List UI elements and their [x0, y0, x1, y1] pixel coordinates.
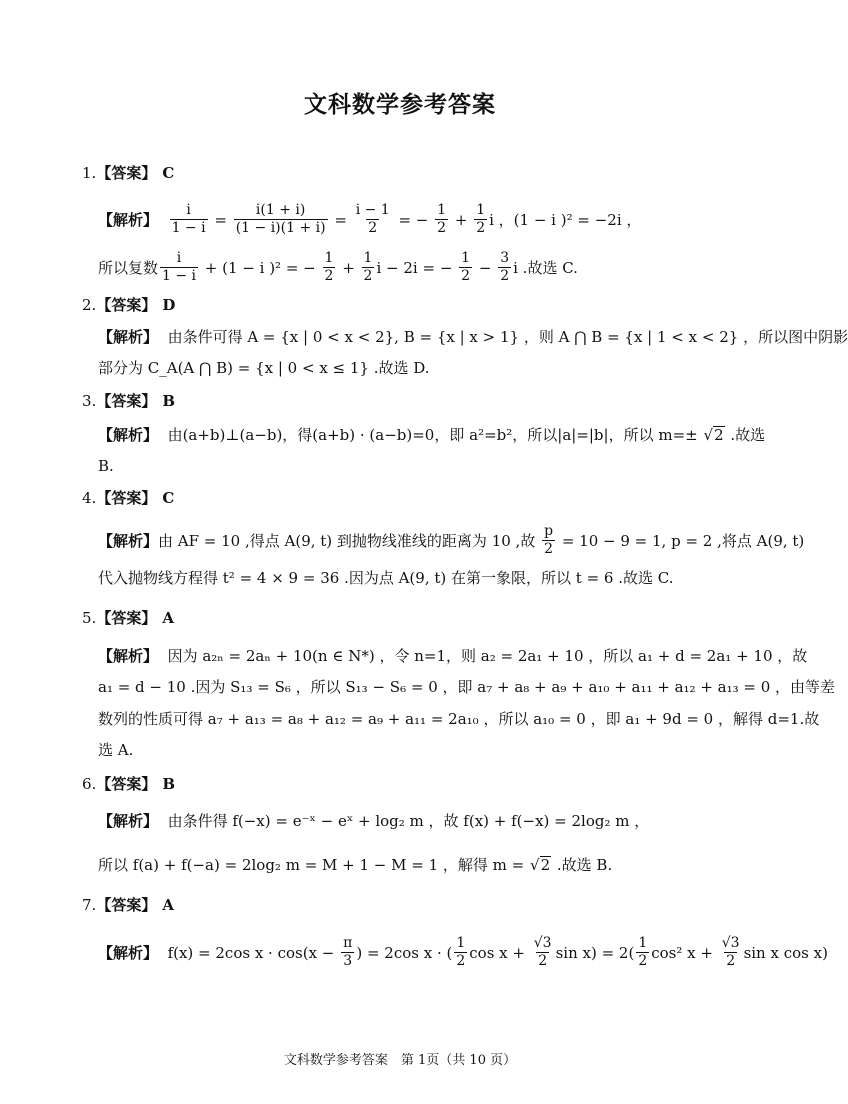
q2-answer-line	[82, 295, 175, 315]
answer-label: 【答案】	[96, 489, 157, 507]
fraction: $\frac{\pi}{3}$	[343, 935, 353, 969]
analysis-label: 【解析】	[98, 328, 159, 346]
page-title: 文科数学参考答案	[304, 92, 496, 118]
fraction: $\frac{i - 1}{2}$	[355, 202, 390, 236]
analysis-label: 【解析】	[98, 647, 159, 665]
answer-choice: C	[162, 164, 175, 182]
fraction: $\frac{1}{2}$	[437, 202, 447, 236]
q1-analysis-line-1: 【解析】 $\frac{i}{1 - i}$ = $\frac{i(1 + i)}{(1 - i)(1 + i)}$ = $\frac{i - 1}{2}$ = − $\frac{1}{2}$ + $\frac{1}{2}$ i ，(1 − i )² = −2i ，	[98, 202, 642, 236]
q4-answer-line	[82, 488, 174, 508]
question-number: 4.	[82, 489, 97, 507]
page-footer: 文科数学参考答案 第 1页（共 10 页）	[283, 1053, 517, 1068]
square-root: √ 2	[703, 426, 724, 444]
q5-answer-line	[82, 608, 174, 628]
q5-analysis-line-3: 数列的性质可得 a₇ + a₁₃ = a₈ + a₁₂ = a₉ + a₁₁ = 2a₁₀ ，所以 a₁₀ = 0 ，即 a₁ + 9d = 0 ，解得 d=1.故	[98, 710, 820, 728]
answer-choice: D	[162, 296, 176, 314]
fraction: $\frac{i(1 + i)}{(1 - i)(1 + i)}$	[235, 202, 326, 236]
question-number: 3.	[82, 392, 97, 410]
fraction: $\frac{i}{1 - i}$	[171, 202, 206, 236]
answer-choice: B	[162, 775, 176, 793]
q1-analysis-line-2: 所以复数 $\frac{i}{1 - i}$ + (1 − i )² = − $\frac{1}{2}$ + $\frac{1}{2}$ i − 2i = − $\frac{1}{2}$ − $\frac{3}{2}$ i .故选 C.	[98, 250, 578, 284]
q5-analysis-line-4: 选 A.	[98, 741, 134, 759]
q6-answer-line	[82, 774, 175, 794]
fraction: $\frac{3}{2}$	[500, 250, 510, 284]
fraction: $\frac{1}{2}$	[461, 250, 471, 284]
answer-label: 【答案】	[96, 296, 157, 314]
q1-answer-line	[82, 163, 174, 183]
analysis-label: 【解析】	[98, 210, 159, 229]
analysis-label: 【解析】	[98, 812, 159, 830]
answer-label: 【答案】	[96, 164, 157, 182]
q3-answer-line	[82, 391, 175, 411]
question-number: 2.	[82, 296, 97, 314]
analysis-label: 【解析】	[98, 943, 159, 962]
fraction: $\frac{√3}{2}$	[533, 935, 552, 969]
q4-analysis-line-1: 【解析】 由 AF = 10 ,得点 A(9, t) 到抛物线准线的距离为 10 ,故 $\frac{p}{2}$ = 10 − 9 = 1, p = 2 ,将点 A(9, t)	[98, 523, 805, 557]
answer-label: 【答案】	[96, 609, 157, 627]
answer-label: 【答案】	[96, 896, 157, 914]
q2-analysis-line-1: 【解析】 由条件可得 A = {x | 0 < x < 2}, B = {x | x > 1} ，则 A ⋂ B = {x | 1 < x < 2} ，所以图中阴影	[98, 328, 848, 346]
answer-choice: B	[162, 392, 176, 410]
answer-choice: A	[162, 896, 174, 914]
fraction: $\frac{1}{2}$	[363, 250, 373, 284]
analysis-label: 【解析】	[98, 531, 159, 550]
q6-analysis-line-1: 【解析】 由条件得 f(−x) = e⁻ˣ − eˣ + log₂ m ，故 f(x) + f(−x) = 2log₂ m ，	[98, 812, 650, 830]
question-number: 7.	[82, 896, 97, 914]
q7-analysis-line-1: 【解析】 f(x) = 2cos x · cos(x − $\frac{\pi}{3}$ ) = 2cos x · ( $\frac{1}{2}$ cos x + $\frac{√3}{2}$ sin x) = 2( $\frac{1}{2}$ cos² x + $\frac{√3}{2}$ sin x cos x)	[98, 935, 828, 969]
analysis-label: 【解析】	[98, 426, 159, 444]
q3-analysis-line-2: B.	[98, 457, 114, 475]
q5-analysis-line-1: 【解析】 因为 a₂ₙ = 2aₙ + 10(n ∈ N*) ，令 n=1，则 a₂ = 2a₁ + 10 ，所以 a₁ + d = 2a₁ + 10 ，故	[98, 647, 808, 665]
fraction: $\frac{1}{2}$	[324, 250, 334, 284]
question-number: 6.	[82, 775, 97, 793]
q2-analysis-line-2: 部分为 C_A(A ⋂ B) = {x | 0 < x ≤ 1} .故选 D.	[98, 359, 430, 377]
question-number: 1.	[82, 164, 97, 182]
q4-analysis-line-2: 代入抛物线方程得 t² = 4 × 9 = 36 .因为点 A(9, t) 在第一象限，所以 t = 6 .故选 C.	[98, 569, 674, 587]
q5-analysis-line-2: a₁ = d − 10 .因为 S₁₃ = S₆ ，所以 S₁₃ − S₆ = 0 ，即 a₇ + a₈ + a₉ + a₁₀ + a₁₁ + a₁₂ + a₁₃ = 0 ，由等差	[98, 678, 836, 696]
fraction: $\frac{√3}{2}$	[721, 935, 740, 969]
fraction: $\frac{1}{2}$	[638, 935, 648, 969]
answer-choice: A	[162, 609, 174, 627]
answer-label: 【答案】	[96, 775, 157, 793]
fraction: $\frac{1}{2}$	[476, 202, 486, 236]
q6-analysis-line-2: 所以 f(a) + f(−a) = 2log₂ m = M + 1 − M = 1 ，解得 m = √ 2 .故选 B.	[98, 856, 613, 874]
fraction: $\frac{p}{2}$	[544, 523, 554, 557]
q7-answer-line	[82, 895, 174, 915]
fraction: $\frac{i}{1 - i}$	[162, 250, 197, 284]
question-number: 5.	[82, 609, 97, 627]
answer-choice: C	[162, 489, 175, 507]
square-root: √ 2	[530, 856, 551, 874]
q3-analysis-line-1: 【解析】 由(a+b)⊥(a−b)，得(a+b) · (a−b)=0，即 a²=b²，所以|a|=|b|，所以 m=± √ 2 .故选	[98, 426, 766, 444]
answer-label: 【答案】	[96, 392, 157, 410]
fraction: $\frac{1}{2}$	[456, 935, 466, 969]
